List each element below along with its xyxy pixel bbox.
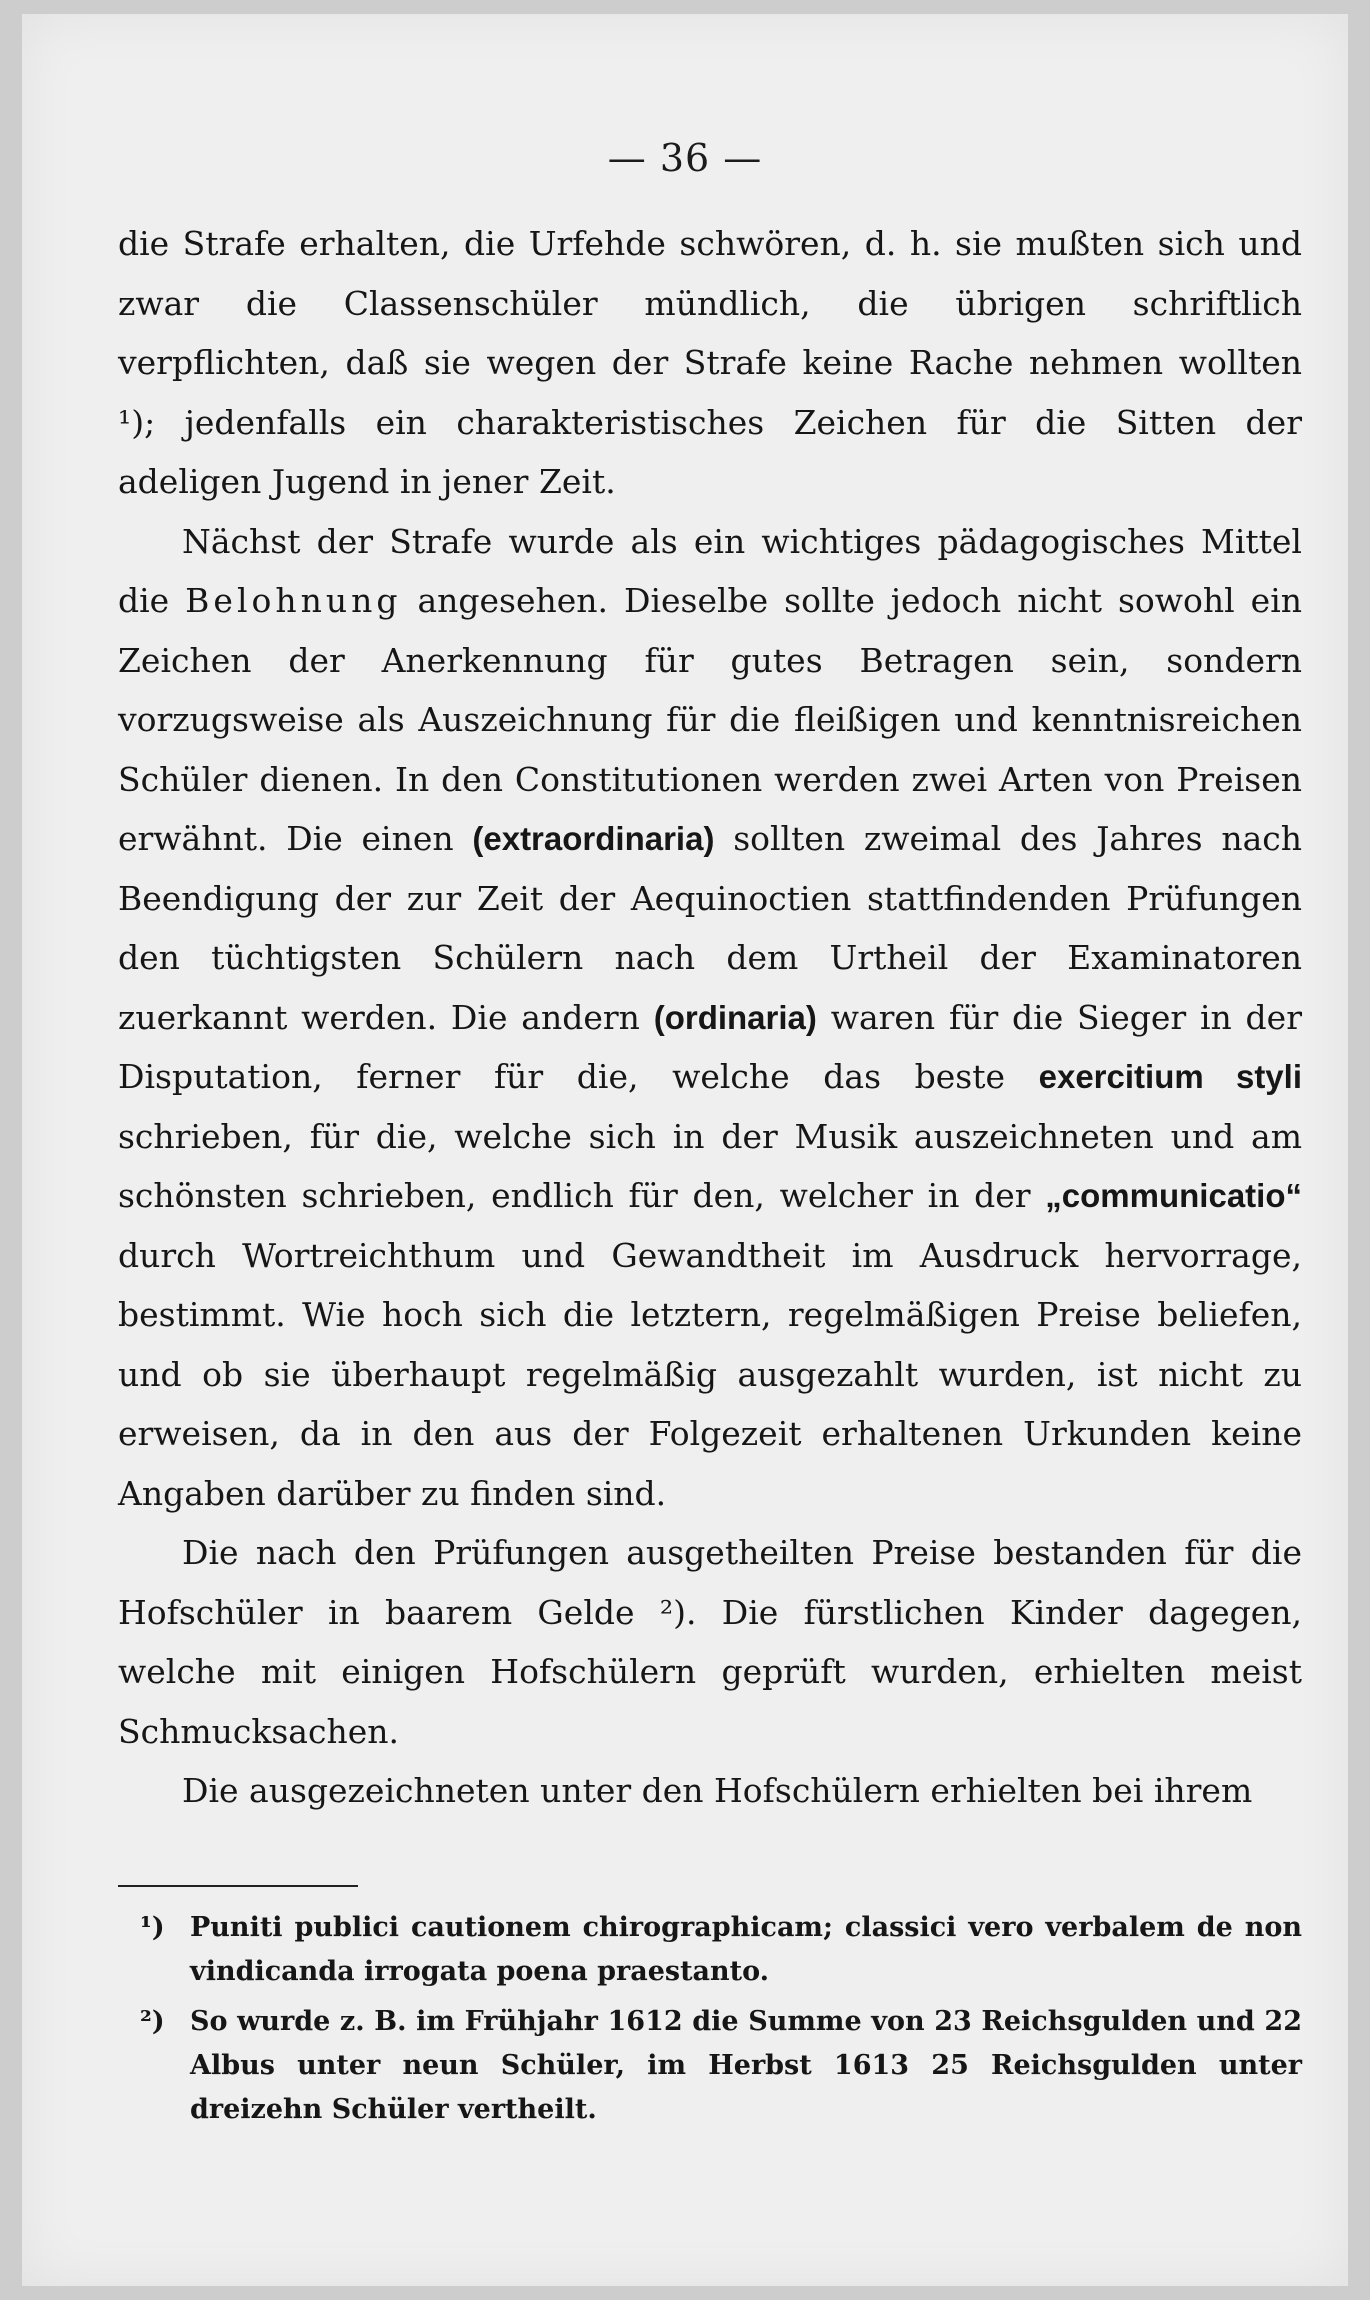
paragraph-2-text-1: Nächst der Strafe wurde als ein wichtiges pädagogisches Mittel die (118, 521, 1302, 620)
footnote-1-marker: ¹) (140, 1912, 165, 1943)
latin-communicatio: „communicatio“ (1045, 1177, 1302, 1214)
paragraph-2-text-2: angesehen. Dieselbe sollte jedoch nicht sowohl ein Zeichen der Anerkennung für gutes Betragen sein, sondern vorzugsweise als Auszeichnung für die fleißigen und kenntnisreichen Schüler dienen. In den Constitutionen werden zwei Arten von Preisen erwähnt. Die einen (118, 581, 1302, 858)
main-text (118, 214, 1302, 1821)
footnote-2-text: So wurde z. B. im Frühjahr 1612 die Summe von 23 Reichsgulden und 22 Albus unter neun Schüler, im Herbst 1613 25 Reichsgulden unter dreizehn Schüler vertheilt. (190, 2006, 1302, 2125)
footnote-1 (118, 1906, 1302, 1994)
footnotes (118, 1906, 1302, 2132)
paragraph-2-text-3: sollten zweimal des Jahres nach Beendigung der zur Zeit der Aequinoctien stattfindenden Prüfungen den tüchtigsten Schülern nach dem Urtheil der Examinatoren zuerkannt werden. Die andern (118, 819, 1302, 1037)
paragraph-4: Die ausgezeichneten unter den Hofschülern erhielten bei ihrem (182, 1771, 1253, 1810)
paragraph-3: Die nach den Prüfungen ausgetheilten Preise bestanden für die Hofschüler in baarem Gelde ²). Die fürstlichen Kinder dagegen, welche mit einigen Hofschülern geprüft wurden, erhielten meist Schmucksachen. (118, 1533, 1302, 1751)
footnote-separator (118, 1885, 358, 1887)
paragraph-2 (118, 512, 1302, 1524)
paragraph-2-text-5: schrieben, für die, welche sich in der Musik auszeichneten und am schönsten schrieben, endlich für den, welcher in der (118, 1116, 1302, 1215)
paragraph-2-text-6: durch Wortreichthum und Gewandtheit im Ausdruck hervorrage, bestimmt. Wie hoch sich die letztern, regelmäßigen Preise beliefen, und ob sie überhaupt regelmäßig ausgezahlt wurden, ist nicht zu erweisen, da in den aus der Folgezeit erhaltenen Urkunden keine Angaben darüber zu finden sind. (118, 1235, 1302, 1513)
page-number: — 36 — (607, 136, 763, 180)
book-page (22, 14, 1348, 2286)
footnote-2-marker: ²) (140, 2006, 165, 2037)
footnote-1-text: Puniti publici cautionem chirographicam; classici vero verbalem de non vindicanda irrogata poena praestanto. (190, 1912, 1302, 1987)
paragraph-1: die Strafe erhalten, die Urfehde schwören, d. h. sie mußten sich und zwar die Classenschüler mündlich, die übrigen schriftlich verpflichten, daß sie wegen der Strafe keine Rache nehmen wollten ¹); jedenfalls ein charakteristisches Zeichen für die Sitten der adeligen Jugend in jener Zeit. (118, 224, 1302, 501)
latin-exercitium-styli: exercitium styli (1038, 1058, 1302, 1095)
emphasis-belohnung: Belohnung (185, 581, 402, 620)
latin-ordinaria: (ordinaria) (653, 998, 817, 1036)
latin-extraordinaria: (extraordinaria) (472, 820, 715, 857)
paragraph-2-text-4: waren für die Sieger in der Disputation, ferner für die, welche das beste (118, 997, 1302, 1096)
footnote-2 (118, 2000, 1302, 2132)
